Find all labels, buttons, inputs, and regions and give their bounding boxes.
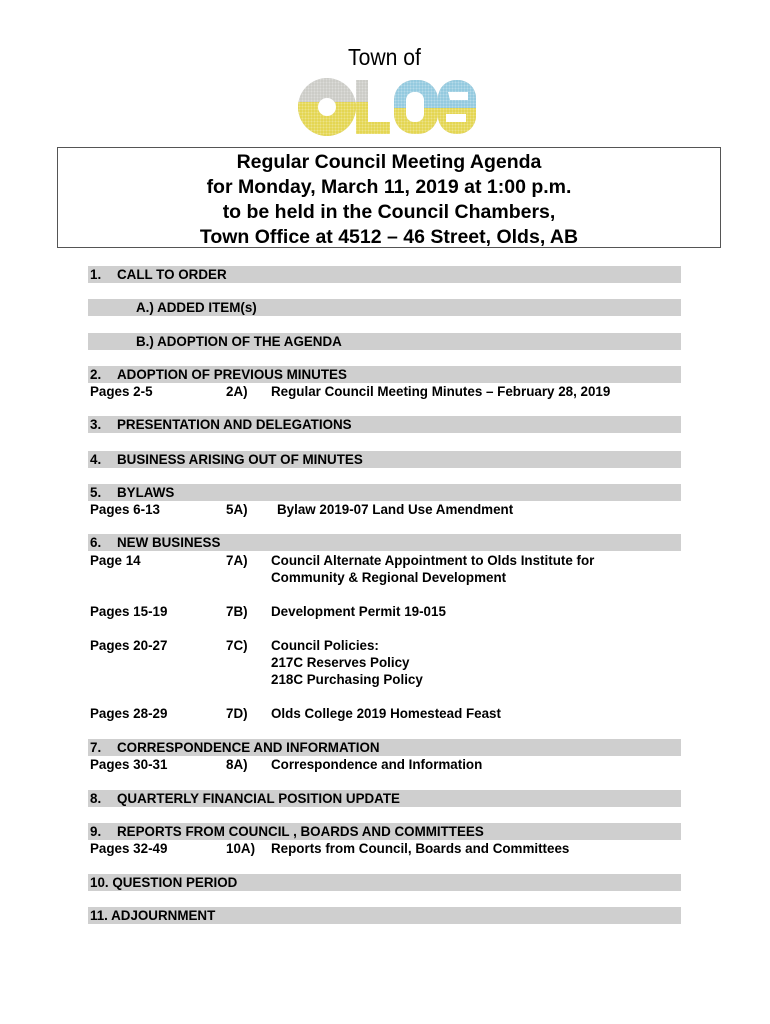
- section-number: 7.: [90, 740, 102, 755]
- section-label: NEW BUSINESS: [117, 535, 221, 550]
- item-pages: Page 14: [90, 553, 141, 568]
- section-label: CALL TO ORDER: [117, 267, 227, 282]
- olds-logo-icon: [298, 78, 476, 136]
- section-reports: [88, 823, 681, 840]
- section-number: 1.: [90, 267, 102, 282]
- section-number: 6.: [90, 535, 102, 550]
- section-number: 3.: [90, 417, 102, 432]
- item-description: Olds College 2019 Homestead Feast: [271, 706, 501, 721]
- item-description: Bylaw 2019-07 Land Use Amendment: [277, 502, 514, 517]
- section-call-to-order: [88, 266, 681, 283]
- title-line-4: Town Office at 4512 – 46 Street, Olds, AB: [199, 226, 579, 248]
- item-pages: Pages 30-31: [90, 757, 168, 772]
- subsection-label: A.) ADDED ITEM(s): [136, 300, 257, 315]
- section-label: PRESENTATION AND DELEGATIONS: [117, 417, 352, 432]
- item-pages: Pages 2-5: [90, 384, 153, 399]
- section-number: 5.: [90, 485, 102, 500]
- section-number: 8.: [90, 791, 102, 806]
- section-label: BYLAWS: [117, 485, 175, 500]
- section-adoption-minutes: [88, 366, 681, 383]
- section-quarterly-financial: [88, 790, 681, 807]
- item-description: Development Permit 19-015: [271, 604, 446, 619]
- item-pages: Pages 15-19: [90, 604, 168, 619]
- item-code: 8A): [226, 757, 248, 772]
- section-label: ADOPTION OF PREVIOUS MINUTES: [117, 367, 347, 382]
- section-presentation-delegations: [88, 416, 681, 433]
- item-description-cont: 217C Reserves Policy: [271, 655, 410, 670]
- item-code: 7B): [226, 604, 248, 619]
- section-label: 11. ADJOURNMENT: [90, 908, 216, 923]
- item-code: 10A): [226, 841, 256, 856]
- title-line-2: for Monday, March 11, 2019 at 1:00 p.m.: [206, 176, 572, 198]
- item-description-cont: Community & Regional Development: [271, 570, 507, 585]
- section-number: 2.: [90, 367, 102, 382]
- section-correspondence: [88, 739, 681, 756]
- item-pages: Pages 28-29: [90, 706, 168, 721]
- item-description: Reports from Council, Boards and Committees: [271, 841, 570, 856]
- item-pages: Pages 20-27: [90, 638, 168, 653]
- title-line-1: Regular Council Meeting Agenda: [236, 151, 542, 173]
- item-code: 7C): [226, 638, 248, 653]
- section-label: REPORTS FROM COUNCIL , BOARDS AND COMMITTEES: [117, 824, 484, 839]
- section-question-period: [88, 874, 681, 891]
- item-pages: Pages 6-13: [90, 502, 160, 517]
- title-line-3: to be held in the Council Chambers,: [222, 201, 556, 223]
- section-number: 4.: [90, 452, 102, 467]
- item-description: Council Policies:: [271, 638, 379, 653]
- section-label: QUARTERLY FINANCIAL POSITION UPDATE: [117, 791, 400, 806]
- subsection-adoption-agenda: [88, 333, 681, 350]
- section-bylaws: [88, 484, 681, 501]
- section-adjournment: [88, 907, 681, 924]
- item-description-cont: 218C Purchasing Policy: [271, 672, 423, 687]
- section-business-arising: [88, 451, 681, 468]
- agenda-title-box: [57, 147, 721, 248]
- item-pages: Pages 32-49: [90, 841, 168, 856]
- item-description: Regular Council Meeting Minutes – February 28, 2019: [271, 384, 611, 399]
- logo-town-text: Town of: [348, 44, 421, 70]
- section-label: CORRESPONDENCE AND INFORMATION: [117, 740, 380, 755]
- item-code: 5A): [226, 502, 248, 517]
- section-new-business: [88, 534, 681, 551]
- item-code: 7D): [226, 706, 248, 721]
- subsection-added-items: [88, 299, 681, 316]
- section-number: 9.: [90, 824, 102, 839]
- section-label: 10. QUESTION PERIOD: [90, 875, 238, 890]
- item-description: Correspondence and Information: [271, 757, 483, 772]
- item-description: Council Alternate Appointment to Olds Institute for: [271, 553, 595, 568]
- subsection-label: B.) ADOPTION OF THE AGENDA: [136, 334, 342, 349]
- item-code: 7A): [226, 553, 248, 568]
- item-code: 2A): [226, 384, 248, 399]
- section-label: BUSINESS ARISING OUT OF MINUTES: [117, 452, 363, 467]
